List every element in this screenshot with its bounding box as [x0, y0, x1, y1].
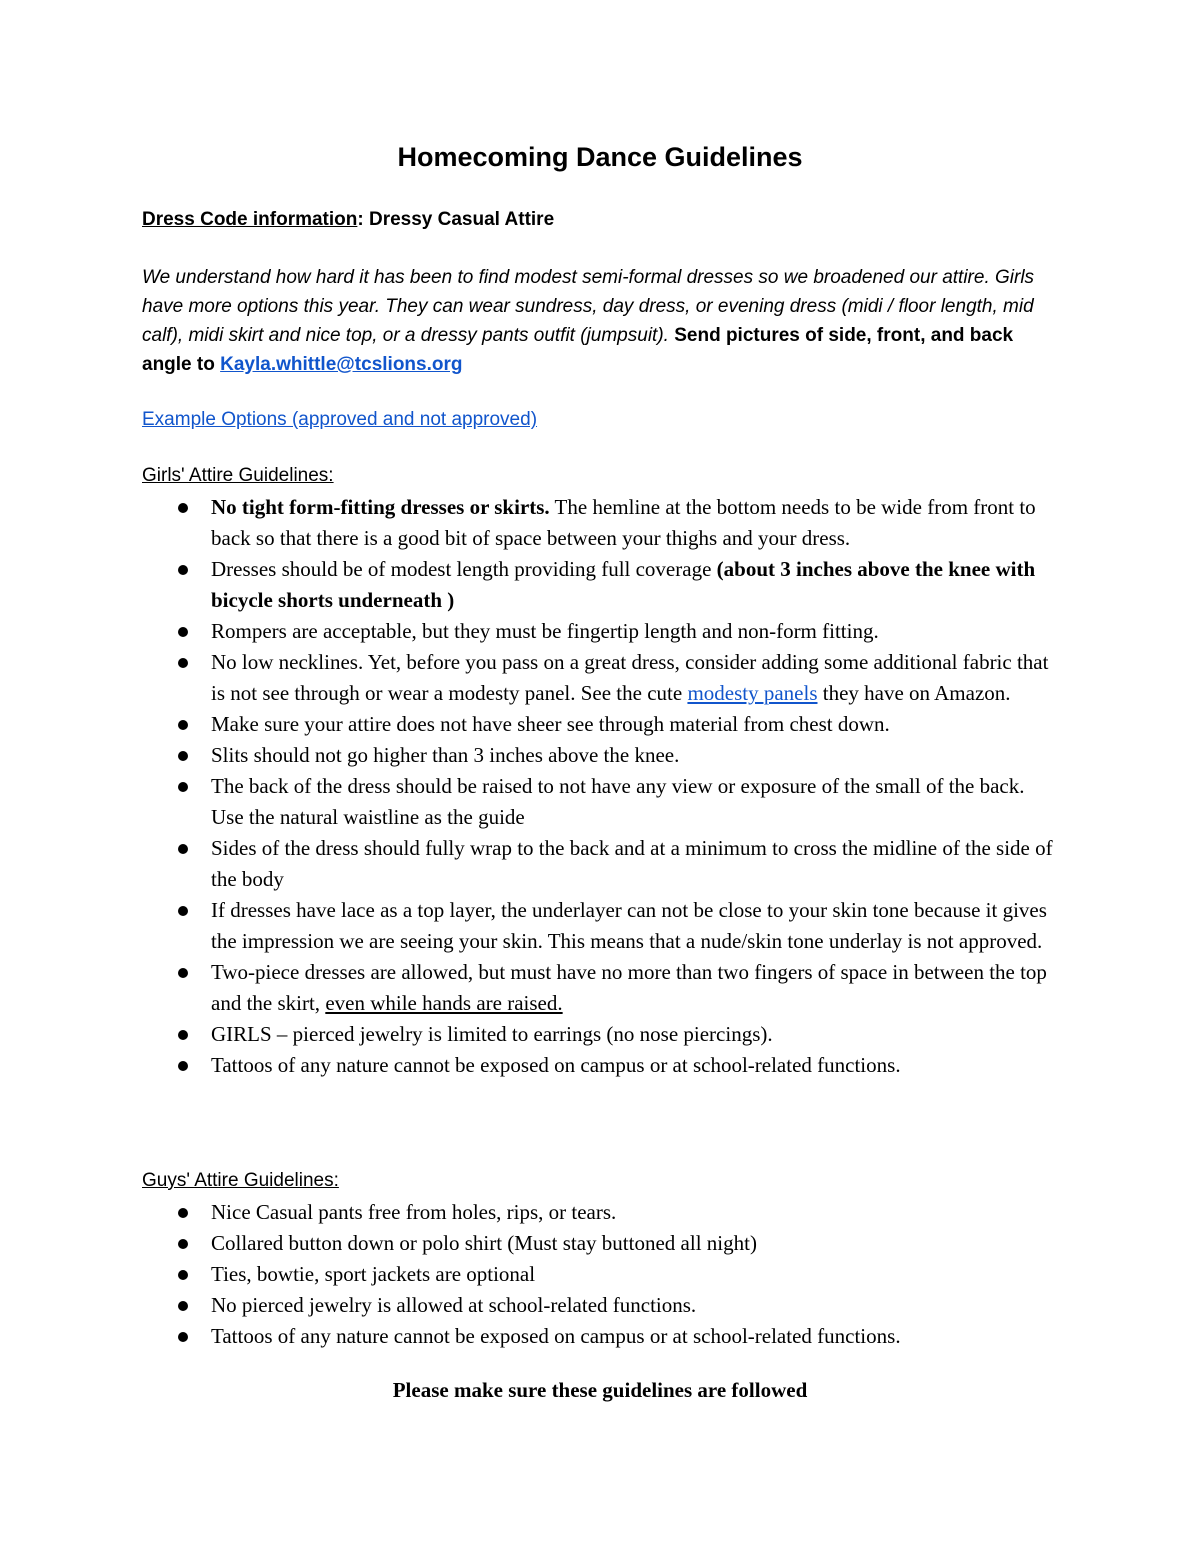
item-text: Slits should not go higher than 3 inches above the knee. [211, 743, 680, 767]
example-options-line [142, 409, 537, 431]
list-item [142, 1259, 1062, 1290]
intro-paragraph [142, 263, 1062, 379]
list-item [142, 771, 1062, 833]
bullet-icon [178, 1208, 188, 1218]
bullet-icon [178, 1301, 188, 1311]
bullet-icon [178, 658, 188, 668]
bullet-icon [178, 1332, 188, 1342]
bullet-icon [178, 503, 188, 513]
dress-code-line [142, 209, 554, 231]
item-text: No pierced jewelry is allowed at school-related functions. [211, 1293, 697, 1317]
list-item [142, 616, 1062, 647]
list-item [142, 1050, 1062, 1081]
item-text: If dresses have lace as a top layer, the underlayer can not be close to your skin tone because it gives the impression we are seeing your skin. This means that a nude/skin tone underlay is not approved. [211, 898, 1047, 953]
bullet-icon [178, 782, 188, 792]
item-text: Two-piece dresses are allowed, but must have no more than two fingers of space in between the top and the skirt, [211, 960, 1047, 1015]
item-text: Sides of the dress should fully wrap to the back and at a minimum to cross the midline of the side of the body [211, 836, 1053, 891]
bullet-icon [178, 1239, 188, 1249]
list-item [142, 1228, 1062, 1259]
list-item [142, 554, 1062, 616]
list-item [142, 647, 1062, 709]
item-text: Rompers are acceptable, but they must be fingertip length and non-form fitting. [211, 619, 879, 643]
item-text: Tattoos of any nature cannot be exposed on campus or at school-related functions. [211, 1053, 901, 1077]
bullet-icon [178, 906, 188, 916]
bullet-icon [178, 751, 188, 761]
girls-heading: Girls' Attire Guidelines: [142, 465, 334, 486]
dress-code-value: Dressy Casual Attire [363, 209, 555, 230]
dress-code-label: Dress Code information [142, 209, 358, 230]
list-item [142, 1321, 1062, 1352]
item-text: Dresses should be of modest length providing full coverage [211, 557, 717, 581]
item-text: The back of the dress should be raised to not have any view or exposure of the small of the back. Use the natural waistline as the guide [211, 774, 1025, 829]
email-link[interactable]: Kayla.whittle@tcslions.org [220, 354, 463, 375]
guys-heading: Guys' Attire Guidelines: [142, 1170, 339, 1191]
item-bold-text: (about 3 inches above the knee with bicycle shorts underneath ) [211, 557, 1036, 612]
bullet-icon [178, 1270, 188, 1280]
girls-guidelines-list [142, 492, 1062, 1081]
list-item [142, 1290, 1062, 1321]
modesty-panels-link[interactable]: modesty panels [687, 681, 818, 705]
intro-text: We understand how hard it has been to find modest semi-formal dresses so we broadened our attire. Girls have more options this year. They can wear sundress, day dress, or evening dress (midi / floor length, mid calf), midi skirt and nice top, or a dressy pants outfit (jumpsuit). [142, 267, 1035, 346]
list-item [142, 957, 1062, 1019]
list-item [142, 740, 1062, 771]
guys-guidelines-list [142, 1197, 1062, 1352]
item-text: The hemline at the bottom needs to be wide from front to back so that there is a good bit of space between your thighs and your dress. [211, 495, 1036, 550]
item-text: Nice Casual pants free from holes, rips, or tears. [211, 1200, 617, 1224]
closing-statement: Please make sure these guidelines are followed [392, 1378, 808, 1402]
list-item [142, 492, 1062, 554]
bullet-icon [178, 565, 188, 575]
list-item [142, 833, 1062, 895]
item-underlined-text: even while hands are raised. [325, 991, 563, 1015]
bullet-icon [178, 1030, 188, 1040]
item-text: GIRLS – pierced jewelry is limited to earrings (no nose piercings). [211, 1022, 773, 1046]
send-pictures-text: Send pictures of side, front, and back angle to [142, 325, 1014, 375]
bullet-icon [178, 720, 188, 730]
item-text: Collared button down or polo shirt (Must stay buttoned all night) [211, 1231, 757, 1255]
list-item [142, 709, 1062, 740]
item-bold-text: No tight form-fitting dresses or skirts. [211, 495, 550, 519]
list-item [142, 1197, 1062, 1228]
item-text: Ties, bowtie, sport jackets are optional [211, 1262, 536, 1286]
bullet-icon [178, 844, 188, 854]
bullet-icon [178, 968, 188, 978]
item-text: Make sure your attire does not have sheer see through material from chest down. [211, 712, 890, 736]
item-text: Tattoos of any nature cannot be exposed on campus or at school-related functions. [211, 1324, 901, 1348]
list-item [142, 895, 1062, 957]
list-item [142, 1019, 1062, 1050]
bullet-icon [178, 1061, 188, 1071]
item-text: No low necklines. Yet, before you pass on a great dress, consider adding some additional fabric that is not see through or wear a modesty panel. See the cute [211, 650, 1049, 705]
bullet-icon [178, 627, 188, 637]
example-options-link[interactable]: Example Options (approved and not approved) [142, 409, 538, 430]
item-text: they have on Amazon. [817, 681, 1011, 705]
dress-code-colon: : [357, 209, 364, 230]
page-title: Homecoming Dance Guidelines [397, 142, 803, 172]
